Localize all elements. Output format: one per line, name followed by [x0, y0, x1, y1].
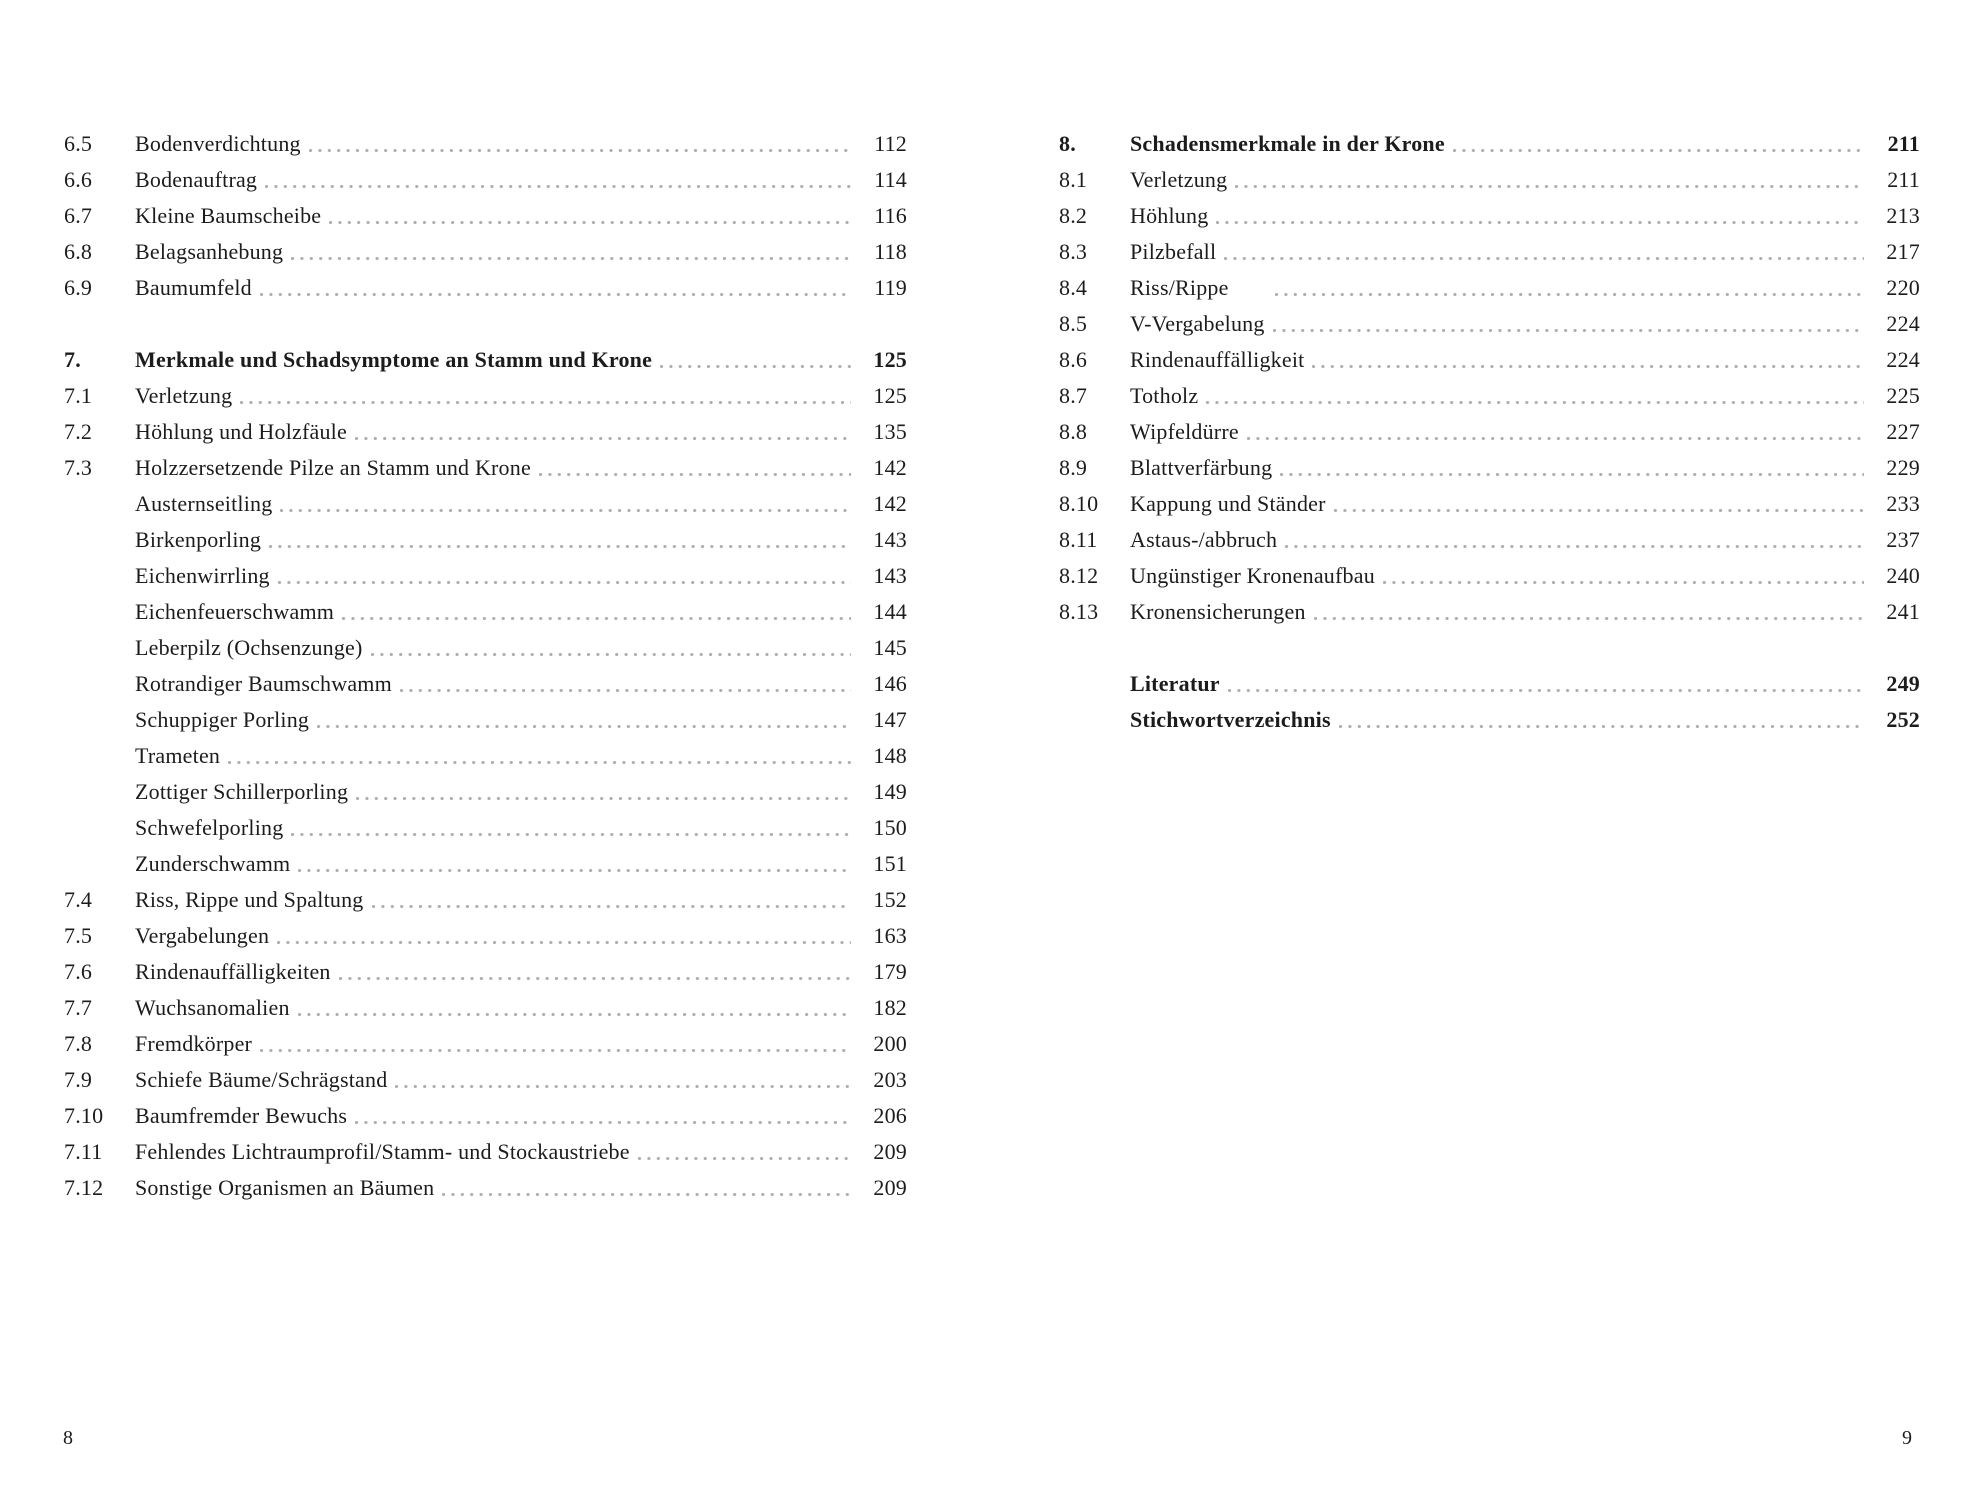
dot-leader	[400, 666, 851, 702]
toc-entry-row	[64, 846, 907, 882]
toc-entry-title: Bodenauftrag	[135, 167, 258, 192]
page-folio-left: 8	[63, 1427, 73, 1449]
toc-entry-page-number: 217	[1886, 239, 1920, 264]
toc-entry-row	[1059, 414, 1920, 450]
dot-leader	[329, 198, 851, 234]
dot-leader	[265, 162, 851, 198]
dot-leader	[228, 738, 851, 774]
toc-entry-title: Blattverfärbung	[1130, 455, 1273, 480]
toc-entry-row	[64, 342, 907, 378]
toc-section-number: 6.8	[64, 239, 93, 264]
dot-leader	[339, 954, 851, 990]
toc-entry-row	[64, 738, 907, 774]
toc-entry-page-number: 227	[1886, 419, 1920, 444]
toc-entry-title: Belagsanhebung	[135, 239, 284, 264]
toc-entry-title: Fremdkörper	[135, 1031, 253, 1056]
dot-leader	[442, 1170, 851, 1206]
toc-entry-title: Vergabelungen	[135, 923, 270, 948]
dot-leader	[1247, 414, 1864, 450]
toc-section-number: 6.9	[64, 275, 93, 300]
toc-entry-page-number: 125	[873, 383, 907, 408]
toc-entry-title: V-Vergabelung	[1130, 311, 1265, 336]
dot-leader	[395, 1062, 851, 1098]
toc-entry-row	[64, 162, 907, 198]
toc-section-number: 8.10	[1059, 491, 1099, 516]
dot-leader	[356, 774, 851, 810]
dot-leader	[1312, 342, 1864, 378]
toc-entry-page-number: 146	[873, 671, 907, 696]
toc-entry-page-number: 147	[873, 707, 907, 732]
dot-leader	[277, 918, 851, 954]
toc-section-number	[64, 774, 135, 810]
toc-entry-title: Schiefe Bäume/Schrägstand	[135, 1067, 388, 1092]
toc-entry-row	[1059, 198, 1920, 234]
dot-leader	[1275, 270, 1864, 306]
dot-leader	[260, 1026, 851, 1062]
toc-entry-page-number: 116	[874, 203, 907, 228]
toc-section-number: 8.2	[1059, 203, 1088, 228]
toc-entry-title: Eichenwirrling	[135, 563, 270, 588]
toc-column-left	[64, 126, 907, 1206]
dot-leader	[317, 702, 851, 738]
toc-entry-row	[64, 234, 907, 270]
dot-leader	[342, 594, 851, 630]
toc-section-number	[64, 594, 135, 630]
toc-entry-page-number: 249	[1886, 671, 1920, 696]
dot-leader	[1334, 486, 1864, 522]
toc-entry-row	[1059, 306, 1920, 342]
toc-entry-title: Trameten	[135, 743, 221, 768]
toc-section-number: 7.8	[64, 1031, 93, 1056]
dot-leader	[280, 486, 851, 522]
toc-entry-row	[1059, 702, 1920, 738]
toc-section-number: 7.1	[64, 383, 93, 408]
toc-section-number: 6.6	[64, 167, 93, 192]
toc-entry-row	[64, 414, 907, 450]
toc-entry-page-number: 118	[874, 239, 907, 264]
dot-leader	[298, 990, 851, 1026]
dot-leader	[638, 1134, 851, 1170]
toc-entry-title: Kronensicherungen	[1130, 599, 1306, 624]
toc-entry-row	[1059, 450, 1920, 486]
toc-entry-row	[64, 990, 907, 1026]
toc-entry-title: Wipfeldürre	[1130, 419, 1239, 444]
toc-section-number	[1059, 666, 1130, 702]
toc-entry-title: Verletzung	[135, 383, 233, 408]
dot-leader	[1314, 594, 1864, 630]
toc-entry-title: Rotrandiger Baumschwamm	[135, 671, 392, 696]
dot-leader	[1273, 306, 1864, 342]
toc-entry-title: Riss, Rippe und Spaltung	[135, 887, 364, 912]
toc-entry-row	[64, 1134, 907, 1170]
toc-entry-row	[64, 954, 907, 990]
toc-entry-title: Pilzbefall	[1130, 239, 1217, 264]
toc-entry-page-number: 241	[1886, 599, 1920, 624]
toc-entry-row	[64, 450, 907, 486]
toc-section-number: 8.	[1059, 131, 1076, 156]
toc-entry-page-number: 252	[1886, 707, 1920, 732]
toc-entry-page-number: 114	[874, 167, 907, 192]
toc-entry-page-number: 142	[873, 491, 907, 516]
toc-entry-title: Kappung und Ständer	[1130, 491, 1326, 516]
toc-entry-page-number: 211	[1887, 131, 1920, 156]
dot-leader	[240, 378, 851, 414]
toc-section-number	[1059, 702, 1130, 738]
toc-entry-page-number: 209	[873, 1175, 907, 1200]
toc-section-number: 7.10	[64, 1103, 104, 1128]
toc-section-number: 8.4	[1059, 275, 1088, 300]
toc-section-number: 7.11	[64, 1139, 103, 1164]
toc-entry-row	[1059, 594, 1920, 630]
toc-entry-page-number: 142	[873, 455, 907, 480]
toc-entry-title: Ungünstiger Kronenaufbau	[1130, 563, 1375, 588]
toc-entry-row	[64, 702, 907, 738]
dot-leader	[1224, 234, 1864, 270]
toc-section-number: 7.12	[64, 1175, 104, 1200]
dot-leader	[660, 342, 851, 378]
dot-leader	[355, 1098, 851, 1134]
toc-section-number: 7.4	[64, 887, 93, 912]
dot-leader	[1383, 558, 1864, 594]
page-folio-right: 9	[1902, 1427, 1912, 1449]
toc-entry-page-number: 220	[1886, 275, 1920, 300]
toc-entry-row	[1059, 270, 1920, 306]
toc-entry-row	[1059, 342, 1920, 378]
dot-leader	[291, 234, 851, 270]
toc-entry-title: Totholz	[1130, 383, 1199, 408]
toc-entry-page-number: 229	[1886, 455, 1920, 480]
toc-section-number: 8.11	[1059, 527, 1098, 552]
toc-entry-row	[64, 918, 907, 954]
toc-entry-page-number: 225	[1886, 383, 1920, 408]
toc-entry-page-number: 240	[1886, 563, 1920, 588]
toc-section-number	[64, 738, 135, 774]
toc-entry-row	[64, 882, 907, 918]
toc-entry-title: Austernseitling	[135, 491, 273, 516]
toc-entry-row	[64, 594, 907, 630]
toc-column-right	[1059, 126, 1920, 738]
toc-section-number: 8.9	[1059, 455, 1088, 480]
dot-leader	[355, 414, 851, 450]
toc-entry-page-number: 206	[873, 1103, 907, 1128]
toc-entry-title: Birkenporling	[135, 527, 262, 552]
toc-entry-title: Bodenverdichtung	[135, 131, 301, 156]
toc-entry-row	[64, 522, 907, 558]
toc-section-number: 8.3	[1059, 239, 1088, 264]
toc-section-number	[64, 522, 135, 558]
toc-section-number	[64, 558, 135, 594]
toc-entry-page-number: 112	[874, 131, 907, 156]
dot-leader	[1206, 378, 1864, 414]
toc-entry-title: Kleine Baumscheibe	[135, 203, 322, 228]
toc-entry-page-number: 213	[1886, 203, 1920, 228]
toc-entry-title: Höhlung	[1130, 203, 1209, 228]
dot-leader	[1216, 198, 1864, 234]
toc-entry-page-number: 200	[873, 1031, 907, 1056]
toc-section-number: 7.	[64, 347, 81, 372]
toc-section-number: 8.8	[1059, 419, 1088, 444]
toc-entry-row	[1059, 378, 1920, 414]
toc-section-number	[64, 702, 135, 738]
toc-entry-row	[1059, 522, 1920, 558]
toc-entry-title: Stichwortverzeichnis	[1130, 707, 1331, 732]
toc-entry-page-number: 149	[873, 779, 907, 804]
toc-entry-title: Literatur	[1130, 671, 1220, 696]
toc-entry-title: Wuchsanomalien	[135, 995, 290, 1020]
toc-entry-page-number: 203	[873, 1067, 907, 1092]
toc-entry-page-number: 148	[873, 743, 907, 768]
toc-entry-title: Riss/Rippe	[1130, 275, 1229, 300]
toc-section-number	[64, 810, 135, 846]
toc-entry-title: Fehlendes Lichtraumprofil/Stamm- und Stockaustriebe	[135, 1139, 630, 1164]
dot-leader	[309, 126, 851, 162]
toc-entry-row	[1059, 126, 1920, 162]
toc-entry-row	[64, 378, 907, 414]
dot-leader	[371, 630, 851, 666]
toc-entry-title: Rindenauffälligkeit	[1130, 347, 1305, 372]
toc-section-number: 8.5	[1059, 311, 1088, 336]
toc-entry-title: Holzzersetzende Pilze an Stamm und Krone	[135, 455, 531, 480]
dot-leader	[278, 558, 851, 594]
toc-entry-row	[64, 630, 907, 666]
toc-section-number: 6.7	[64, 203, 93, 228]
toc-section-number: 8.12	[1059, 563, 1099, 588]
toc-entry-page-number: 224	[1886, 347, 1920, 372]
toc-entry-row	[64, 1026, 907, 1062]
toc-entry-row	[64, 198, 907, 234]
toc-entry-page-number: 224	[1886, 311, 1920, 336]
toc-entry-title: Höhlung und Holzfäule	[135, 419, 347, 444]
toc-entry-title: Zottiger Schillerporling	[135, 779, 349, 804]
toc-entry-page-number: 143	[873, 563, 907, 588]
toc-entry-page-number: 152	[873, 887, 907, 912]
toc-entry-row	[64, 126, 907, 162]
toc-section-number: 8.6	[1059, 347, 1088, 372]
toc-entry-title: Schwefelporling	[135, 815, 284, 840]
toc-entry-title: Rindenauffälligkeiten	[135, 959, 331, 984]
toc-entry-row	[64, 486, 907, 522]
toc-entry-title: Astaus-/abbruch	[1130, 527, 1278, 552]
toc-entry-page-number: 143	[873, 527, 907, 552]
dot-leader	[1339, 702, 1864, 738]
toc-entry-row	[64, 1062, 907, 1098]
toc-entry-title: Leberpilz (Ochsenzunge)	[135, 635, 363, 660]
toc-section-number: 6.5	[64, 131, 93, 156]
toc-entry-page-number: 209	[873, 1139, 907, 1164]
toc-section-number	[64, 846, 135, 882]
toc-entry-row	[64, 1170, 907, 1206]
toc-entry-page-number: 145	[873, 635, 907, 660]
toc-entry-row	[64, 1098, 907, 1134]
toc-section-number: 7.9	[64, 1067, 93, 1092]
toc-section-number: 7.7	[64, 995, 93, 1020]
toc-entry-page-number: 150	[873, 815, 907, 840]
toc-section-number: 8.1	[1059, 167, 1088, 192]
dot-leader	[539, 450, 851, 486]
toc-entry-page-number: 125	[873, 347, 907, 372]
toc-entry-page-number: 144	[873, 599, 907, 624]
toc-entry-row	[64, 558, 907, 594]
dot-leader	[1453, 126, 1864, 162]
toc-section-number: 7.6	[64, 959, 93, 984]
toc-section-number: 8.7	[1059, 383, 1088, 408]
toc-entry-row	[1059, 486, 1920, 522]
toc-entry-title: Verletzung	[1130, 167, 1228, 192]
toc-entry-page-number: 179	[873, 959, 907, 984]
toc-entry-row	[1059, 558, 1920, 594]
dot-leader	[1235, 162, 1864, 198]
toc-entry-page-number: 182	[873, 995, 907, 1020]
toc-entry-row	[64, 810, 907, 846]
toc-entry-row	[64, 270, 907, 306]
toc-entry-title: Baumumfeld	[135, 275, 252, 300]
toc-entry-title: Eichenfeuerschwamm	[135, 599, 335, 624]
dot-leader	[291, 810, 851, 846]
toc-entry-row	[64, 666, 907, 702]
toc-entry-row	[1059, 666, 1920, 702]
toc-section-number: 7.3	[64, 455, 93, 480]
toc-entry-row	[1059, 234, 1920, 270]
toc-entry-page-number: 233	[1886, 491, 1920, 516]
toc-entry-page-number: 237	[1886, 527, 1920, 552]
toc-entry-title: Schadensmerkmale in der Krone	[1130, 131, 1445, 156]
dot-leader	[1280, 450, 1864, 486]
toc-entry-title: Merkmale und Schadsymptome an Stamm und Krone	[135, 347, 653, 372]
toc-entry-page-number: 119	[874, 275, 907, 300]
toc-entry-title: Schuppiger Porling	[135, 707, 310, 732]
toc-section-number	[64, 486, 135, 522]
toc-section-number: 7.5	[64, 923, 93, 948]
toc-entry-row	[1059, 162, 1920, 198]
toc-section-number: 8.13	[1059, 599, 1099, 624]
toc-section-number: 7.2	[64, 419, 93, 444]
dot-leader	[260, 270, 851, 306]
toc-entry-title: Sonstige Organismen an Bäumen	[135, 1175, 435, 1200]
toc-entry-title: Zunderschwamm	[135, 851, 291, 876]
toc-entry-page-number: 211	[1887, 167, 1920, 192]
toc-entry-row	[64, 774, 907, 810]
toc-entry-page-number: 135	[873, 419, 907, 444]
toc-entry-page-number: 163	[873, 923, 907, 948]
dot-leader	[1228, 666, 1864, 702]
dot-leader	[269, 522, 851, 558]
dot-leader	[298, 846, 851, 882]
toc-entry-title: Baumfremder Bewuchs	[135, 1103, 348, 1128]
toc-section-number	[64, 630, 135, 666]
toc-section-number	[64, 666, 135, 702]
dot-leader	[372, 882, 852, 918]
dot-leader	[1285, 522, 1864, 558]
toc-entry-page-number: 151	[873, 851, 907, 876]
